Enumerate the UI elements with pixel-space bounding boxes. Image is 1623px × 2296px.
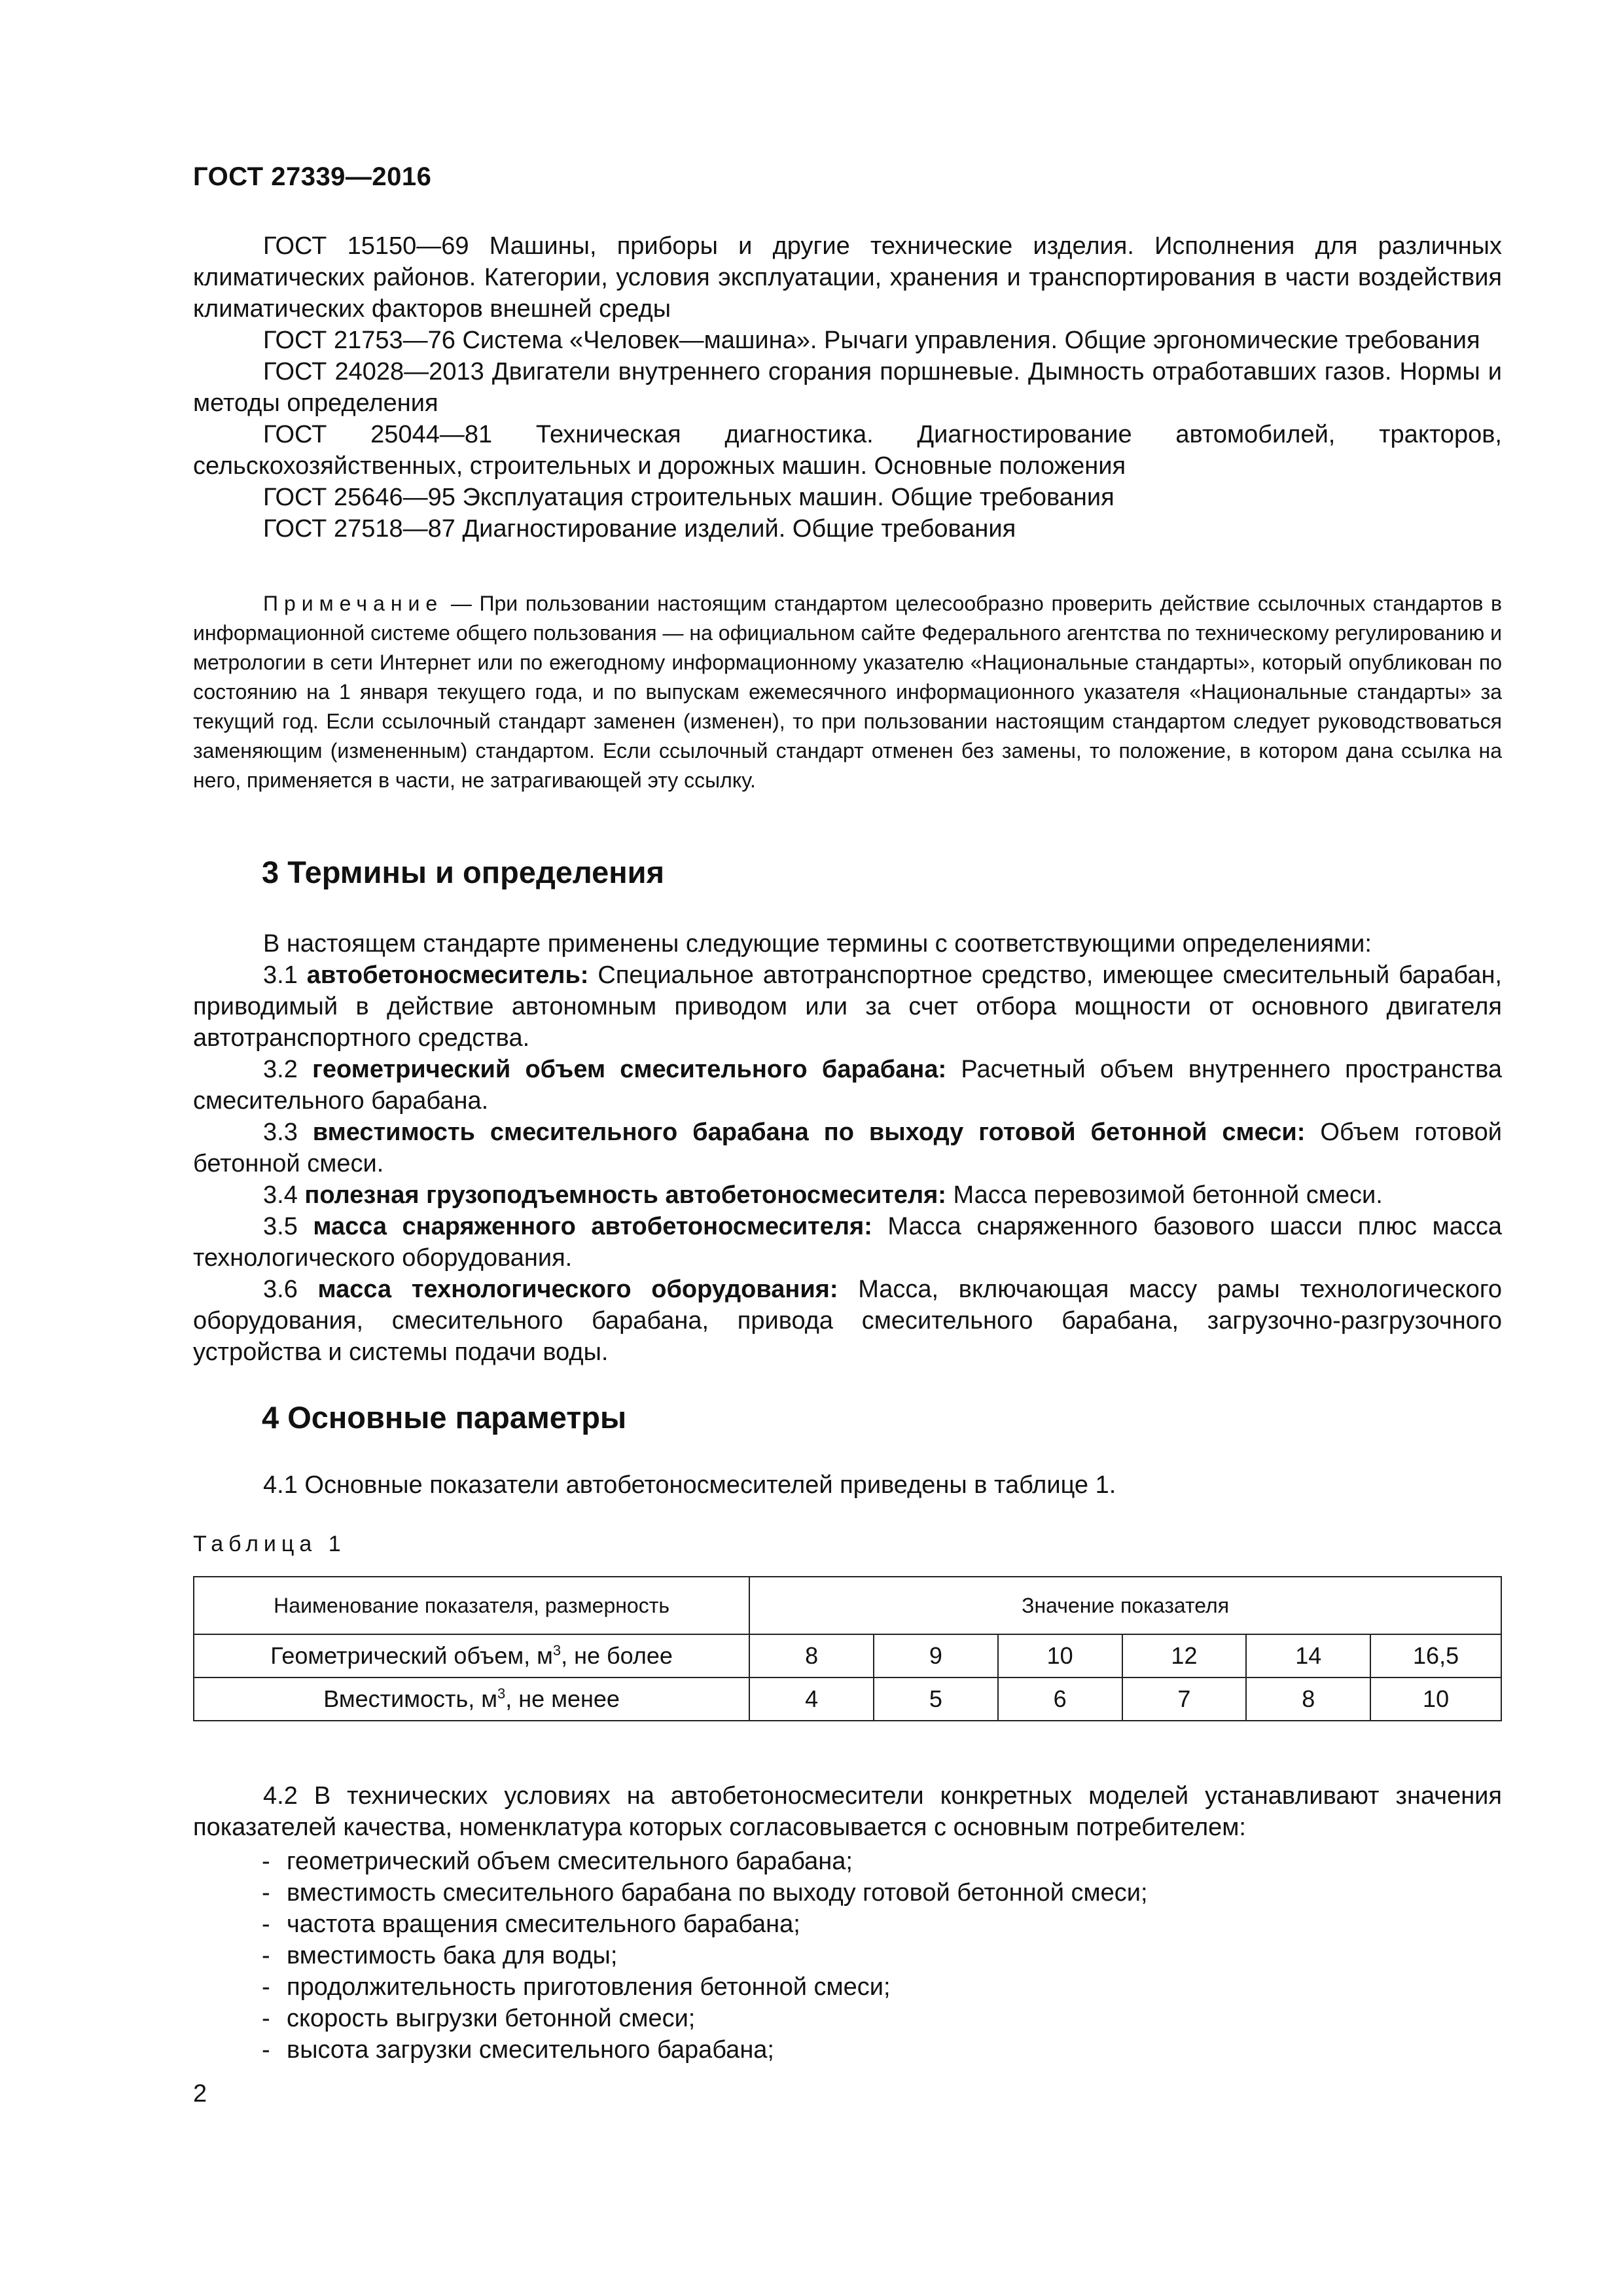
list-item-text: скорость выгрузки бетонной смеси;	[287, 2005, 696, 2032]
table-cell: 8	[1246, 1677, 1370, 1721]
term-name: вместимость смесительного барабана по выходу готовой бетонной смеси:	[312, 1119, 1306, 1146]
term-3-2	[193, 1054, 1502, 1117]
term-name: автобетоносмеситель:	[306, 961, 589, 989]
table-cell: 14	[1246, 1634, 1370, 1677]
list-dash: -	[262, 1973, 270, 2001]
reference-item: ГОСТ 24028—2013 Двигатели внутреннего сгорания поршневые. Дымность отработавших газов. Нормы и методы определения	[193, 358, 1502, 417]
list-item	[262, 2003, 1505, 2034]
list-item	[262, 1971, 1505, 2003]
table-cell: 16,5	[1370, 1634, 1501, 1677]
term-number: 3.4	[263, 1181, 305, 1209]
parameters-table	[193, 1576, 1502, 1721]
list-item-text: частота вращения смесительного барабана;	[287, 1910, 800, 1938]
section-3-intro: В настоящем стандарте применены следующие термины с соответствующими определениями:	[263, 930, 1372, 958]
reference-item: ГОСТ 25646—95 Эксплуатация строительных машин. Общие требования	[263, 484, 1115, 511]
term-name: масса снаряженного автобетоносмесителя:	[313, 1213, 872, 1240]
term-3-4	[193, 1179, 1502, 1211]
note-paragraph	[193, 589, 1502, 795]
reference-item: ГОСТ 27518—87 Диагностирование изделий. Общие требования	[263, 515, 1016, 543]
table-caption: Таблица 1	[193, 1532, 346, 1556]
term-name: геометрический объем смесительного барабана:	[312, 1056, 947, 1083]
section-4-p42	[193, 1780, 1502, 1843]
name-text: , не менее	[505, 1685, 620, 1712]
list-item-text: продолжительность приготовления бетонной смеси;	[287, 1973, 891, 2001]
references-list	[193, 230, 1502, 545]
list-item	[262, 1940, 1505, 1971]
table-cell: 6	[998, 1677, 1122, 1721]
table-cell: 7	[1122, 1677, 1247, 1721]
paragraph-4-2: 4.2 В технических условиях на автобетоносмесители конкретных моделей устанавливают значения показателей качества, номенклатура которых согласовывается с основным потребителем:	[193, 1782, 1502, 1841]
list-item-text: вместимость смесительного барабана по выходу готовой бетонной смеси;	[287, 1879, 1148, 1907]
table-cell: 9	[874, 1634, 998, 1677]
term-definition: Масса, включающая массу рамы технологического оборудования, смесительного барабана, привода смесительного барабана, загрузочно-разгрузочного устройства и системы подачи воды.	[193, 1276, 1502, 1366]
term-definition: Объем готовой бетонной смеси.	[193, 1119, 1502, 1177]
table-header-value: Значение показателя	[749, 1577, 1501, 1634]
table-cell: 8	[749, 1634, 874, 1677]
reference-item: ГОСТ 25044—81 Техническая диагностика. Диагностирование автомобилей, тракторов, сельскохозяйственных, строительных и дорожных машин. Основные положения	[193, 421, 1502, 480]
note-text: — При пользовании настоящим стандартом целесообразно проверить действие ссылочных стандартов в информационной системе общего пользования — на официальном сайте Федерального агентства по техническому регулированию и метрологии в сети Интернет или по ежегодному информационному указателю «Национальные стандарты», который опубликован по состоянию на 1 января текущего года, и по выпускам ежемесячного информационного указателя «Национальные стандарты» за текущий год. Если ссылочный стандарт заменен (изменен), то при пользовании настоящим стандартом следует руководствоваться заменяющим (измененным) стандартом. Если ссылочный стандарт отменен без замены, то положение, в котором дана ссылка на него, применяется в части, не затрагивающей эту ссылку.	[193, 592, 1502, 792]
list-item	[262, 2034, 1505, 2066]
table-cell-name	[194, 1677, 749, 1721]
list-item-text: высота загрузки смесительного барабана;	[287, 2036, 774, 2064]
table-cell: 5	[874, 1677, 998, 1721]
table-cell: 12	[1122, 1634, 1247, 1677]
name-superscript: 3	[497, 1685, 506, 1702]
table-row	[194, 1634, 1501, 1677]
section-4-p41	[193, 1469, 1502, 1501]
table-header-name: Наименование показателя, размерность	[194, 1577, 749, 1634]
term-name: масса технологического оборудования:	[317, 1276, 838, 1303]
term-number: 3.5	[263, 1213, 313, 1240]
term-definition: Масса перевозимой бетонной смеси.	[946, 1181, 1383, 1209]
name-superscript: 3	[552, 1642, 562, 1659]
note-block	[193, 589, 1502, 795]
term-number: 3.6	[263, 1276, 318, 1303]
section-4-title: 4 Основные параметры	[262, 1400, 627, 1435]
term-3-6	[193, 1274, 1502, 1368]
table-header-row	[194, 1577, 1501, 1634]
section-3-title: 3 Термины и определения	[262, 855, 664, 889]
list-dash: -	[262, 1942, 270, 1969]
section-3-body	[193, 928, 1502, 1368]
table-cell-name	[194, 1634, 749, 1677]
name-text: Геометрический объем, м	[270, 1642, 553, 1669]
list-item-text: вместимость бака для воды;	[287, 1942, 618, 1969]
table-cell: 10	[1370, 1677, 1501, 1721]
term-number: 3.3	[263, 1119, 313, 1146]
term-number: 3.1	[263, 961, 307, 989]
list-dash: -	[262, 1848, 270, 1875]
name-text: , не более	[561, 1642, 673, 1669]
list-dash: -	[262, 2005, 270, 2032]
term-3-3	[193, 1117, 1502, 1179]
term-name: полезная грузоподъемность автобетоносмесителя:	[304, 1181, 946, 1209]
term-definition: Специальное автотранспортное средство, имеющее смесительный барабан, приводимый в действие автономным приводом или за счет отбора мощности от основного двигателя автотранспортного средства.	[193, 961, 1502, 1052]
term-definition: Масса снаряженного базового шасси плюс масса технологического оборудования.	[193, 1213, 1502, 1272]
term-number: 3.2	[263, 1056, 313, 1083]
term-definition: Расчетный объем внутреннего пространства смесительного барабана.	[193, 1056, 1502, 1115]
note-lead: Примечание	[263, 592, 444, 615]
table-row	[194, 1677, 1501, 1721]
table-cell: 4	[749, 1677, 874, 1721]
list-item	[262, 1846, 1505, 1877]
list-item	[262, 1877, 1505, 1909]
paragraph-4-1: 4.1 Основные показатели автобетоносмесителей приведены в таблице 1.	[263, 1471, 1116, 1499]
reference-item: ГОСТ 21753—76 Система «Человек—машина». Рычаги управления. Общие эргономические требования	[263, 327, 1480, 354]
list-dash: -	[262, 1910, 270, 1938]
list-dash: -	[262, 1879, 270, 1907]
list-item	[262, 1909, 1505, 1940]
reference-item: ГОСТ 15150—69 Машины, приборы и другие технические изделия. Исполнения для различных климатических районов. Категории, условия эксплуатации, хранения и транспортирования в части воздействия климатических факторов внешней среды	[193, 232, 1502, 323]
table-cell: 10	[998, 1634, 1122, 1677]
page-number: 2	[193, 2080, 207, 2108]
document-header-id: ГОСТ 27339—2016	[193, 162, 432, 191]
term-3-1	[193, 960, 1502, 1054]
term-3-5	[193, 1211, 1502, 1274]
name-text: Вместимость, м	[323, 1685, 498, 1712]
list-dash: -	[262, 2036, 270, 2064]
quality-indicators-list	[262, 1846, 1505, 2066]
list-item-text: геометрический объем смесительного барабана;	[287, 1848, 853, 1875]
